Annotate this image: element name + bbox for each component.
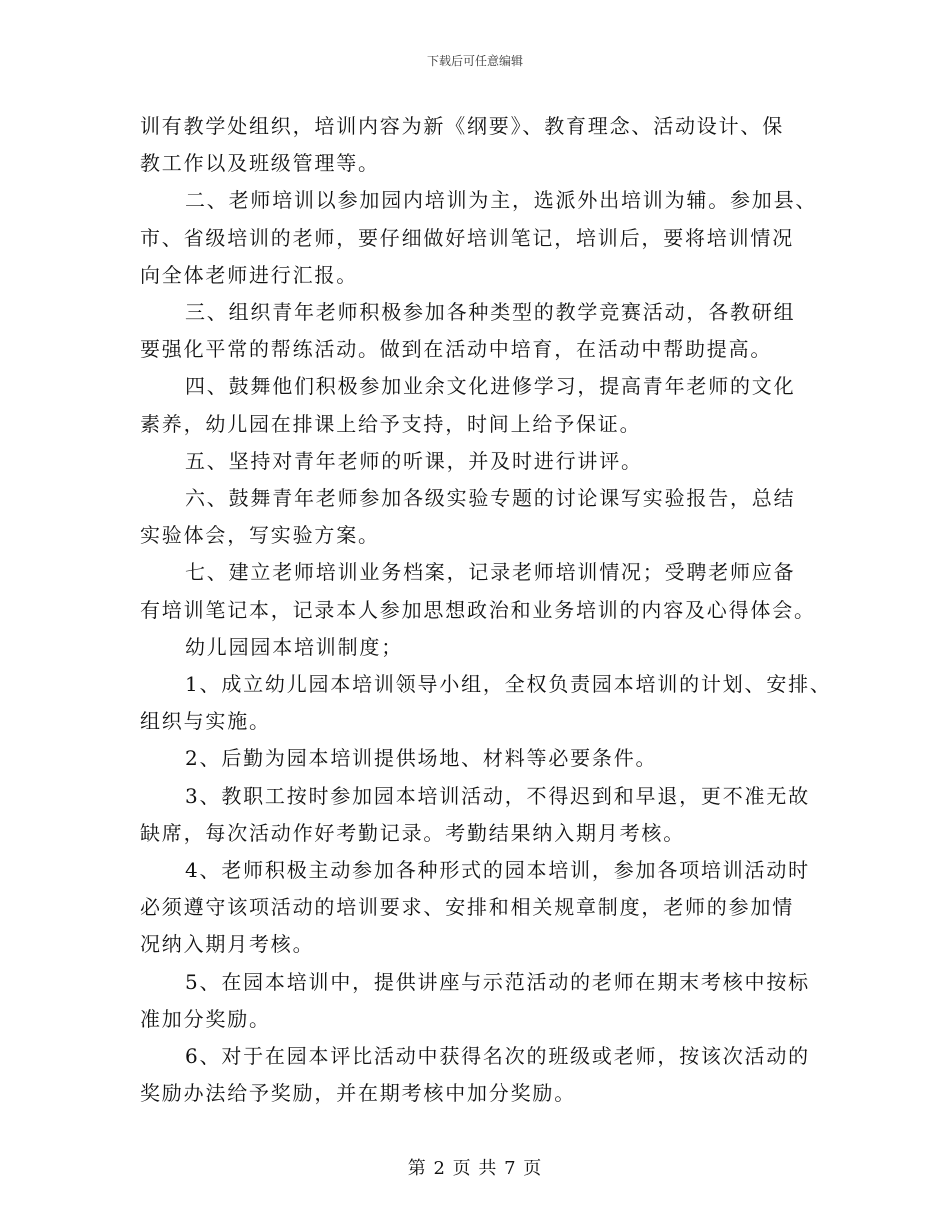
paragraph-line: 素养，幼儿园在排课上给予支持，时间上给予保证。 xyxy=(140,411,642,436)
paragraph-line: 2、后勤为园本培训提供场地、材料等必要条件。 xyxy=(185,746,658,771)
paragraph xyxy=(140,480,820,554)
paragraph-line: 准加分奖励。 xyxy=(140,1006,271,1031)
paragraph xyxy=(140,182,820,294)
paragraph xyxy=(140,1038,820,1112)
paragraph-line: 向全体老师进行汇报。 xyxy=(140,262,358,287)
paragraph xyxy=(140,368,820,442)
paragraph-line: 三、组织青年老师积极参加各种类型的教学竞赛活动，各教研组 xyxy=(185,300,796,325)
paragraph-line: 5、在园本培训中，提供讲座与示范活动的老师在期末考核中按标 xyxy=(185,969,810,994)
paragraph xyxy=(140,629,820,666)
paragraph-line: 必须遵守该项活动的培训要求、安排和相关规章制度，老师的参加情 xyxy=(140,895,794,920)
paragraph xyxy=(140,666,832,740)
paragraph xyxy=(140,294,820,368)
page-number: 第 2 页 共 7 页 xyxy=(407,1158,543,1179)
paragraph xyxy=(140,964,820,1038)
paragraph-line: 教工作以及班级管理等。 xyxy=(140,151,380,176)
page-header: 下载后可任意编辑 xyxy=(426,54,523,68)
paragraph-line: 奖励办法给予奖励，并在期考核中加分奖励。 xyxy=(140,1081,576,1106)
paragraph-line: 市、省级培训的老师，要仔细做好培训笔记，培训后，要将培训情况 xyxy=(140,225,794,250)
paragraph-line: 四、鼓舞他们积极参加业余文化进修学习，提高青年老师的文化 xyxy=(185,374,796,399)
paragraph-line: 况纳入期月考核。 xyxy=(140,932,315,957)
paragraph-line: 训有教学处组织，培训内容为新《纲要》、教育理念、活动设计、保 xyxy=(140,114,784,138)
paragraph xyxy=(140,443,820,480)
paragraph-line: 幼儿园园本培训制度； xyxy=(185,634,403,659)
paragraph xyxy=(140,554,820,628)
paragraph-line: 五、坚持对青年老师的听课，并及时进行讲评。 xyxy=(185,448,643,473)
paragraph xyxy=(140,778,820,852)
paragraph-line: 1、成立幼儿园本培训领导小组，全权负责园本培训的计划、安排、 xyxy=(185,672,832,697)
paragraph xyxy=(140,108,820,182)
paragraph-line: 六、鼓舞青年老师参加各级实验专题的讨论课写实验报告，总结 xyxy=(185,486,796,511)
paragraph-line: 组织与实施。 xyxy=(140,709,271,734)
paragraph-line: 3、教职工按时参加园本培训活动，不得迟到和早退，更不准无故 xyxy=(185,783,810,808)
paragraph xyxy=(140,852,820,964)
paragraph-line: 缺席，每次活动作好考勤记录。考勤结果纳入期月考核。 xyxy=(140,820,685,845)
paragraph-line: 实验体会，写实验方案。 xyxy=(140,523,380,548)
paragraph xyxy=(140,740,820,777)
paragraph-line: 要强化平常的帮练活动。做到在活动中培育，在活动中帮助提高。 xyxy=(140,337,773,362)
document-body xyxy=(140,108,832,1112)
paragraph-line: 4、老师积极主动参加各种形式的园本培训，参加各项培训活动时 xyxy=(185,858,810,883)
paragraph-line: 6、对于在园本评比活动中获得名次的班级或老师，按该次活动的 xyxy=(185,1044,810,1069)
paragraph-line: 二、老师培训以参加园内培训为主，选派外出培训为辅。参加县、 xyxy=(185,188,818,213)
paragraph-line: 七、建立老师培训业务档案，记录老师培训情况；受聘老师应备 xyxy=(185,560,796,585)
paragraph-line: 有培训笔记本，记录本人参加思想政治和业务培训的内容及心得体会。 xyxy=(140,597,816,622)
